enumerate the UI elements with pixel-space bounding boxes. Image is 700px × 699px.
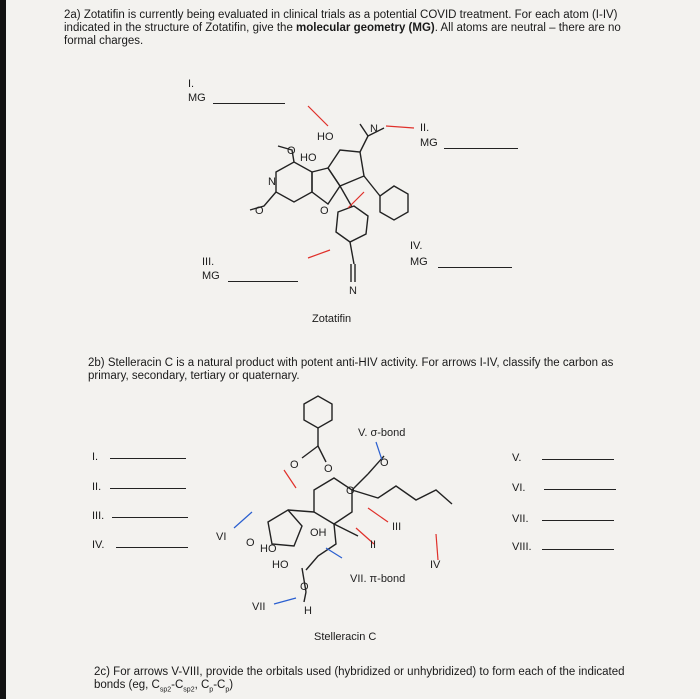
question-2b-text: 2b) Stelleracin C is a natural product with potent anti-HIV activity. For arrows I-IV, classify the carbon as primary, secondary, tertiary or quaternary. xyxy=(88,357,614,382)
label-ho-1: HO xyxy=(260,543,277,555)
blank-2b-VIII-number: VIII. xyxy=(512,541,532,553)
stelleracin-structure xyxy=(6,0,700,699)
arrow-2b-IV xyxy=(436,534,438,560)
arrow-2b-I xyxy=(284,470,296,488)
blank-2b-I-number: I. xyxy=(92,451,99,463)
label-o-3: O xyxy=(380,457,389,469)
blank-2a-III-mg: MG xyxy=(202,270,220,282)
blank-2a-II-number: II. xyxy=(420,122,430,134)
blank-2a-III-number: III. xyxy=(202,256,215,268)
arrow-2b-VI xyxy=(234,512,252,528)
label-o-4: O xyxy=(346,485,355,497)
label-oh: OH xyxy=(310,527,327,539)
label-iv: IV xyxy=(430,559,441,571)
label-o-6: O xyxy=(300,581,309,593)
blank-2b-III-number: III. xyxy=(92,510,105,522)
worksheet-page xyxy=(6,0,700,699)
label-ho-2: HO xyxy=(272,559,289,571)
zotatifin-pyridine-n: N xyxy=(268,176,276,188)
label-iii: III xyxy=(392,521,402,533)
label-o-1: O xyxy=(290,459,299,471)
label-v-sigma-bond: V. σ-bond xyxy=(358,427,406,439)
zotatifin-ho-label-2: HO xyxy=(300,152,317,164)
label-vii: VII xyxy=(252,601,266,613)
blank-2b-VI-number: VI. xyxy=(512,482,526,494)
label-o-5: O xyxy=(246,537,255,549)
blank-2a-II-mg: MG xyxy=(420,137,438,149)
blank-2a-I-mg: MG xyxy=(188,92,206,104)
label-o-2: O xyxy=(324,463,333,475)
arrow-2b-III xyxy=(368,508,388,522)
stelleracin-name: Stelleracin C xyxy=(314,631,377,643)
arrow-2b-VII-top xyxy=(326,548,342,558)
label-vi: VI xyxy=(216,531,227,543)
blank-2a-IV-mg: MG xyxy=(410,256,428,268)
label-vii-pi-bond: VII. π-bond xyxy=(350,573,406,585)
blank-2b-IV-number: IV. xyxy=(92,539,105,551)
zotatifin-nitrile-n: N xyxy=(349,285,357,297)
question-2c-text: 2c) For arrows V-VIII, provide the orbitals used (hybridized or unhybridized) to form each of the indicated bonds (eg, $C_{sp2}-C_{sp2}$, $C_p-C_p$) xyxy=(94,666,625,694)
zotatifin-o-label-2: O xyxy=(255,205,264,217)
zotatifin-amine-n: N xyxy=(370,123,378,135)
blank-2a-IV-number: IV. xyxy=(410,240,423,252)
blank-2b-VII-number: VII. xyxy=(512,513,529,525)
zotatifin-o-label-1: O xyxy=(287,145,296,157)
zotatifin-name: Zotatifin xyxy=(312,313,352,325)
question-2a-text: 2a) Zotatifin is currently being evaluated in clinical trials as a potential COVID treatment. For each atom (I-IV) indicated in the structure of Zotatifin, give the molecular geometry (MG). All atoms are neutral – there are no formal charges. xyxy=(64,9,621,47)
blank-2b-V-number: V. xyxy=(512,452,522,464)
label-ii: II xyxy=(370,539,377,551)
blank-2a-I-number: I. xyxy=(188,78,195,90)
zotatifin-ho-label-1: HO xyxy=(317,131,334,143)
stelleracin-phenyl-ring xyxy=(304,396,332,428)
zotatifin-o-label-3: O xyxy=(320,205,329,217)
label-h: H xyxy=(304,605,312,617)
blank-2b-II-number: II. xyxy=(92,481,102,493)
stelleracin-cyclopentene-ring xyxy=(268,510,302,546)
arrow-2b-VII-bottom xyxy=(274,598,296,604)
